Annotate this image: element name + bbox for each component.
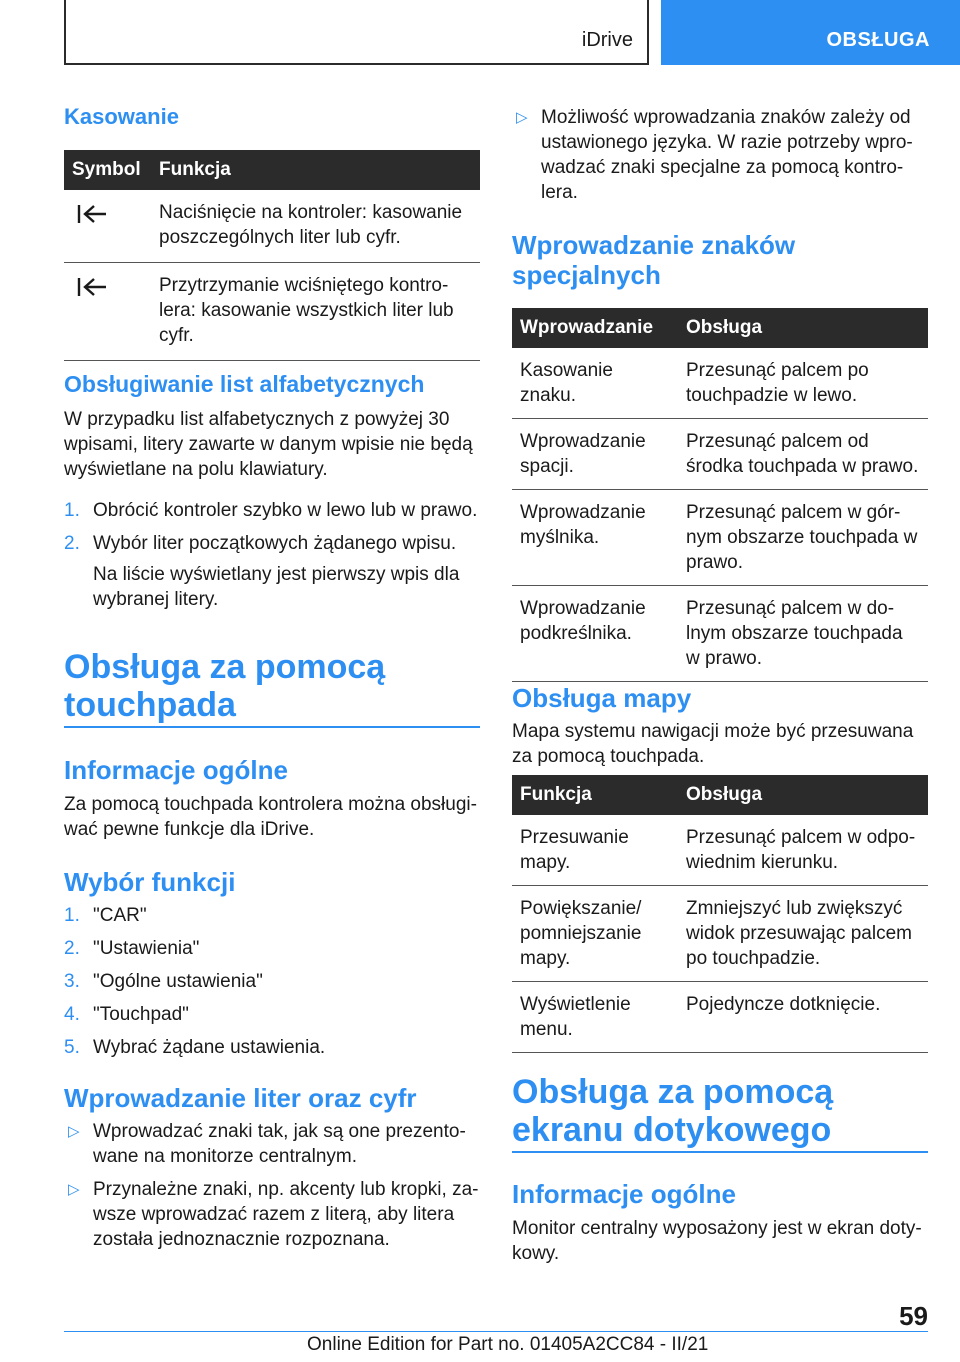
table-cell: Wprowadzanie podkreślnika. bbox=[512, 586, 678, 682]
select-steps bbox=[64, 903, 480, 1060]
top-bullets bbox=[512, 105, 928, 205]
list-item bbox=[64, 969, 480, 994]
step-number: 1. bbox=[64, 500, 80, 521]
bullet-text: Przynależne znaki, np. akcenty lub kropki, zawsze wprowadzać razem z literą, aby litera została jednoznacznie rozpoznana. bbox=[93, 1179, 479, 1250]
step-text: "Ogólne ustawienia" bbox=[93, 971, 263, 992]
alpha-note: Na liście wyświetlany jest pierwszy wpis dla wybranej litery. bbox=[93, 564, 460, 610]
special-title: Wprowadzanie znaków specjalnych bbox=[512, 230, 796, 290]
step-text: "Touchpad" bbox=[93, 1004, 189, 1025]
backspace-arrow-icon bbox=[72, 275, 112, 306]
table-cell: Przesunąć palcem w odpowiednim kierunku. bbox=[678, 815, 928, 886]
table-cell-symbol bbox=[64, 263, 151, 361]
list-item bbox=[64, 498, 480, 523]
table-row bbox=[512, 348, 928, 419]
table-cell: Pojedyncze dotknięcie. bbox=[678, 982, 928, 1053]
step-number: 3. bbox=[64, 971, 80, 992]
alpha-text: W przypadku list alfabetycznych z powyżej 30 wpisami, litery zawarte w danym wpisie nie będą wyświetlane na polu klawiatury. bbox=[64, 409, 473, 480]
list-item bbox=[64, 1177, 480, 1252]
table-row bbox=[512, 586, 928, 682]
table-row bbox=[512, 982, 928, 1053]
list-item bbox=[64, 936, 480, 961]
table-header-symbol: Symbol bbox=[64, 150, 151, 190]
map-table bbox=[512, 775, 928, 1053]
map-text: Mapa systemu nawigacji może być przesuwana za pomocą touchpada. bbox=[512, 721, 914, 767]
step-number: 4. bbox=[64, 1004, 80, 1025]
screen-title: Obsługa za pomocą ekranu dotykowego bbox=[512, 1073, 834, 1149]
step-number: 2. bbox=[64, 938, 80, 959]
table-cell: Przesunąć palcem po touchpadzie w lewo. bbox=[678, 348, 928, 419]
header-section-obsluga: OBSŁUGA bbox=[826, 29, 930, 51]
list-item bbox=[64, 1002, 480, 1027]
list-item bbox=[512, 105, 928, 205]
table-row bbox=[512, 419, 928, 490]
table-cell: Wprowadzanie myślnika. bbox=[512, 490, 678, 586]
table-cell-funkcja: Przytrzymanie wciśniętego kontrolera: kasowanie wszystkich liter lub cyfr. bbox=[151, 263, 480, 361]
kasowanie-title: Kasowanie bbox=[64, 104, 179, 129]
letters-bullets bbox=[64, 1119, 480, 1252]
table-row bbox=[64, 190, 480, 263]
general-title-left: Informacje ogólne bbox=[64, 755, 288, 785]
table-cell-symbol bbox=[64, 190, 151, 263]
table-cell: Przesunąć palcem w górnym obszarze touchpada w prawo. bbox=[678, 490, 928, 586]
table-header-input: Wprowadzanie bbox=[512, 308, 678, 348]
special-table bbox=[512, 308, 928, 682]
general-text-right: Monitor centralny wyposażony jest w ekran dotykowy. bbox=[512, 1218, 922, 1264]
step-text: Obrócić kontroler szybko w lewo lub w prawo. bbox=[93, 500, 478, 521]
table-header-operation: Obsługa bbox=[678, 775, 928, 815]
general-title-right: Informacje ogólne bbox=[512, 1179, 736, 1209]
list-item bbox=[64, 531, 480, 556]
triangle-bullet-icon: ▷ bbox=[516, 109, 528, 126]
table-header-operation: Obsługa bbox=[678, 308, 928, 348]
section-divider bbox=[512, 1151, 928, 1153]
table-cell: Zmniejszyć lub zwiększyć widok przesuwając palcem po touchpadzie. bbox=[678, 886, 928, 982]
step-text: Wybrać żądane ustawienia. bbox=[93, 1037, 326, 1058]
table-row bbox=[512, 490, 928, 586]
map-title: Obsługa mapy bbox=[512, 683, 692, 713]
table-header-funkcja: Funkcja bbox=[151, 150, 480, 190]
footer-edition-text: Online Edition for Part no. 01405A2CC84 - II/21 bbox=[307, 1334, 709, 1355]
select-title: Wybór funkcji bbox=[64, 867, 236, 897]
table-row bbox=[512, 815, 928, 886]
table-cell: Przesuwanie mapy. bbox=[512, 815, 678, 886]
touchpad-title: Obsługa za pomocą touchpada bbox=[64, 648, 386, 724]
step-text: "CAR" bbox=[93, 905, 147, 926]
table-cell: Powiększanie/ pomniejszanie mapy. bbox=[512, 886, 678, 982]
bullet-text: Wprowadzać znaki tak, jak są one prezentowane na monitorze centralnym. bbox=[93, 1121, 466, 1167]
table-cell: Kasowanie znaku. bbox=[512, 348, 678, 419]
section-divider bbox=[64, 726, 480, 728]
table-row bbox=[512, 886, 928, 982]
table-cell: Przesunąć palcem w dolnym obszarze touchpada w prawo. bbox=[678, 586, 928, 682]
kasowanie-table bbox=[64, 150, 480, 361]
list-item bbox=[64, 1035, 480, 1060]
table-cell: Wprowadzanie spacji. bbox=[512, 419, 678, 490]
header-left-box bbox=[64, 0, 649, 65]
table-cell: Wyświetlenie menu. bbox=[512, 982, 678, 1053]
table-header-row bbox=[512, 775, 928, 815]
alpha-title: Obsługiwanie list alfabetycznych bbox=[64, 371, 425, 397]
list-item bbox=[64, 903, 480, 928]
bullet-text: Możliwość wprowadzania znaków zależy od ustawionego języka. W razie potrzeby wprowadzać znaki specjalne za pomocą kontrolera. bbox=[541, 107, 913, 203]
table-header-row bbox=[64, 150, 480, 190]
table-row bbox=[64, 263, 480, 361]
footer-divider bbox=[64, 1331, 928, 1332]
step-text: "Ustawienia" bbox=[93, 938, 200, 959]
step-number: 1. bbox=[64, 905, 80, 926]
table-header-function: Funkcja bbox=[512, 775, 678, 815]
step-number: 5. bbox=[64, 1037, 80, 1058]
table-cell-funkcja: Naciśnięcie na kontroler: kasowanie poszczególnych liter lub cyfr. bbox=[151, 190, 480, 263]
alpha-steps bbox=[64, 498, 480, 556]
backspace-arrow-icon bbox=[72, 202, 112, 233]
triangle-bullet-icon: ▷ bbox=[68, 1123, 80, 1140]
header-section-idrive: iDrive bbox=[581, 29, 633, 51]
page-number: 59 bbox=[899, 1301, 928, 1331]
general-text-left: Za pomocą touchpada kontrolera można obsługiwać pewne funkcje dla iDrive. bbox=[64, 794, 477, 840]
header-right-box bbox=[661, 0, 960, 65]
table-header-row bbox=[512, 308, 928, 348]
table-cell: Przesunąć palcem od środka touchpada w prawo. bbox=[678, 419, 928, 490]
list-item bbox=[64, 1119, 480, 1169]
step-number: 2. bbox=[64, 533, 80, 554]
step-text: Wybór liter początkowych żądanego wpisu. bbox=[93, 533, 457, 554]
letters-title: Wprowadzanie liter oraz cyfr bbox=[64, 1083, 417, 1113]
triangle-bullet-icon: ▷ bbox=[68, 1181, 80, 1198]
